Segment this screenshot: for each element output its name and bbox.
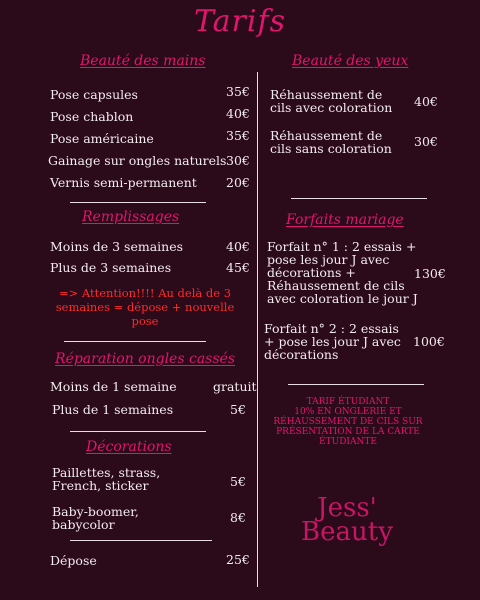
forfait-line: pose les jour J avec <box>267 252 390 267</box>
item-label: Vernis semi-permanent <box>50 175 197 190</box>
heading-decorations: Décorations <box>86 439 172 455</box>
forfait-2 <box>264 322 401 361</box>
divider <box>70 202 206 203</box>
forfait-line: Réhaussement de cils <box>267 278 405 293</box>
warning-line: pose <box>131 314 159 328</box>
item-label: Moins de 1 semaine <box>50 379 177 394</box>
item-label: babycolor <box>52 517 115 532</box>
item-price: 40€ <box>226 239 250 254</box>
item-price: 20€ <box>226 175 250 190</box>
item-price: 8€ <box>230 510 246 525</box>
decoration-item <box>52 466 160 492</box>
divider <box>64 341 206 342</box>
student-line: 10% EN ONGLERIE ET <box>294 407 402 417</box>
heading-beaute-mains: Beauté des mains <box>80 53 206 69</box>
heading-beaute-yeux: Beauté des yeux <box>292 53 409 69</box>
column-divider <box>257 72 258 587</box>
item-label: Réhaussement de <box>270 87 383 102</box>
item-price: 30€ <box>226 153 250 168</box>
item-label: Gainage sur ongles naturels <box>48 153 227 168</box>
forfait-line: Forfait n° 2 : 2 essais <box>264 321 399 336</box>
yeux-item <box>270 129 392 155</box>
warning-line: semaines = dépose + nouvelle <box>55 300 235 314</box>
forfait-price: 130€ <box>414 266 446 281</box>
logo-line: Beauty <box>301 517 393 547</box>
item-price: 5€ <box>230 474 246 489</box>
item-label: Moins de 3 semaines <box>50 239 184 254</box>
item-label: Réhaussement de <box>270 128 383 143</box>
student-line: TARIF ÉTUDIANT <box>306 397 390 407</box>
item-price: 40€ <box>226 106 250 121</box>
item-label: Dépose <box>50 553 97 568</box>
student-line: PRÉSENTATION DE LA CARTE <box>276 427 420 437</box>
forfait-line: décorations <box>264 347 339 362</box>
item-price: 45€ <box>226 260 250 275</box>
yeux-item <box>270 88 392 114</box>
item-price: 5€ <box>230 402 246 417</box>
forfait-line: + pose les jour J avec <box>264 334 401 349</box>
forfait-line: Forfait n° 1 : 2 essais + <box>267 239 417 254</box>
item-label: cils sans coloration <box>270 141 392 156</box>
divider <box>70 431 206 432</box>
item-label: Pose chablon <box>50 109 134 124</box>
heading-reparation: Réparation ongles cassés <box>55 351 236 367</box>
decoration-item <box>52 505 139 531</box>
divider <box>291 198 427 199</box>
student-line: ÉTUDIANTE <box>319 437 377 447</box>
divider <box>70 540 212 541</box>
logo-line: Jess' <box>317 493 377 523</box>
forfait-line: décorations + <box>267 265 356 280</box>
warning-line: => Attention!!!! Au delà de 3 <box>58 286 232 300</box>
item-label: Baby-boomer, <box>52 504 139 519</box>
item-label: Pose capsules <box>50 87 138 102</box>
item-price: gratuit <box>213 379 257 394</box>
page-title: Tarifs <box>193 4 286 39</box>
divider <box>288 384 424 385</box>
heading-remplissages: Remplissages <box>82 209 180 225</box>
student-rate-note <box>266 397 430 447</box>
brand-logo <box>282 493 412 547</box>
item-price: 25€ <box>226 552 250 567</box>
item-price: 35€ <box>226 84 250 99</box>
item-price: 35€ <box>226 128 250 143</box>
item-label: French, sticker <box>52 478 149 493</box>
item-label: cils avec coloration <box>270 100 393 115</box>
forfait-price: 100€ <box>413 334 445 349</box>
item-price: 40€ <box>414 94 438 109</box>
forfait-1 <box>267 240 418 305</box>
item-price: 30€ <box>414 134 438 149</box>
warning-note <box>50 286 240 328</box>
item-label: Plus de 1 semaines <box>52 402 174 417</box>
heading-forfaits-mariage: Forfaits mariage <box>286 212 404 228</box>
student-line: RÉHAUSSEMENT DE CILS SUR <box>273 417 423 427</box>
item-label: Plus de 3 semaines <box>50 260 172 275</box>
item-label: Paillettes, strass, <box>52 465 161 480</box>
item-label: Pose américaine <box>50 131 154 146</box>
forfait-line: avec coloration le jour J <box>267 291 418 306</box>
